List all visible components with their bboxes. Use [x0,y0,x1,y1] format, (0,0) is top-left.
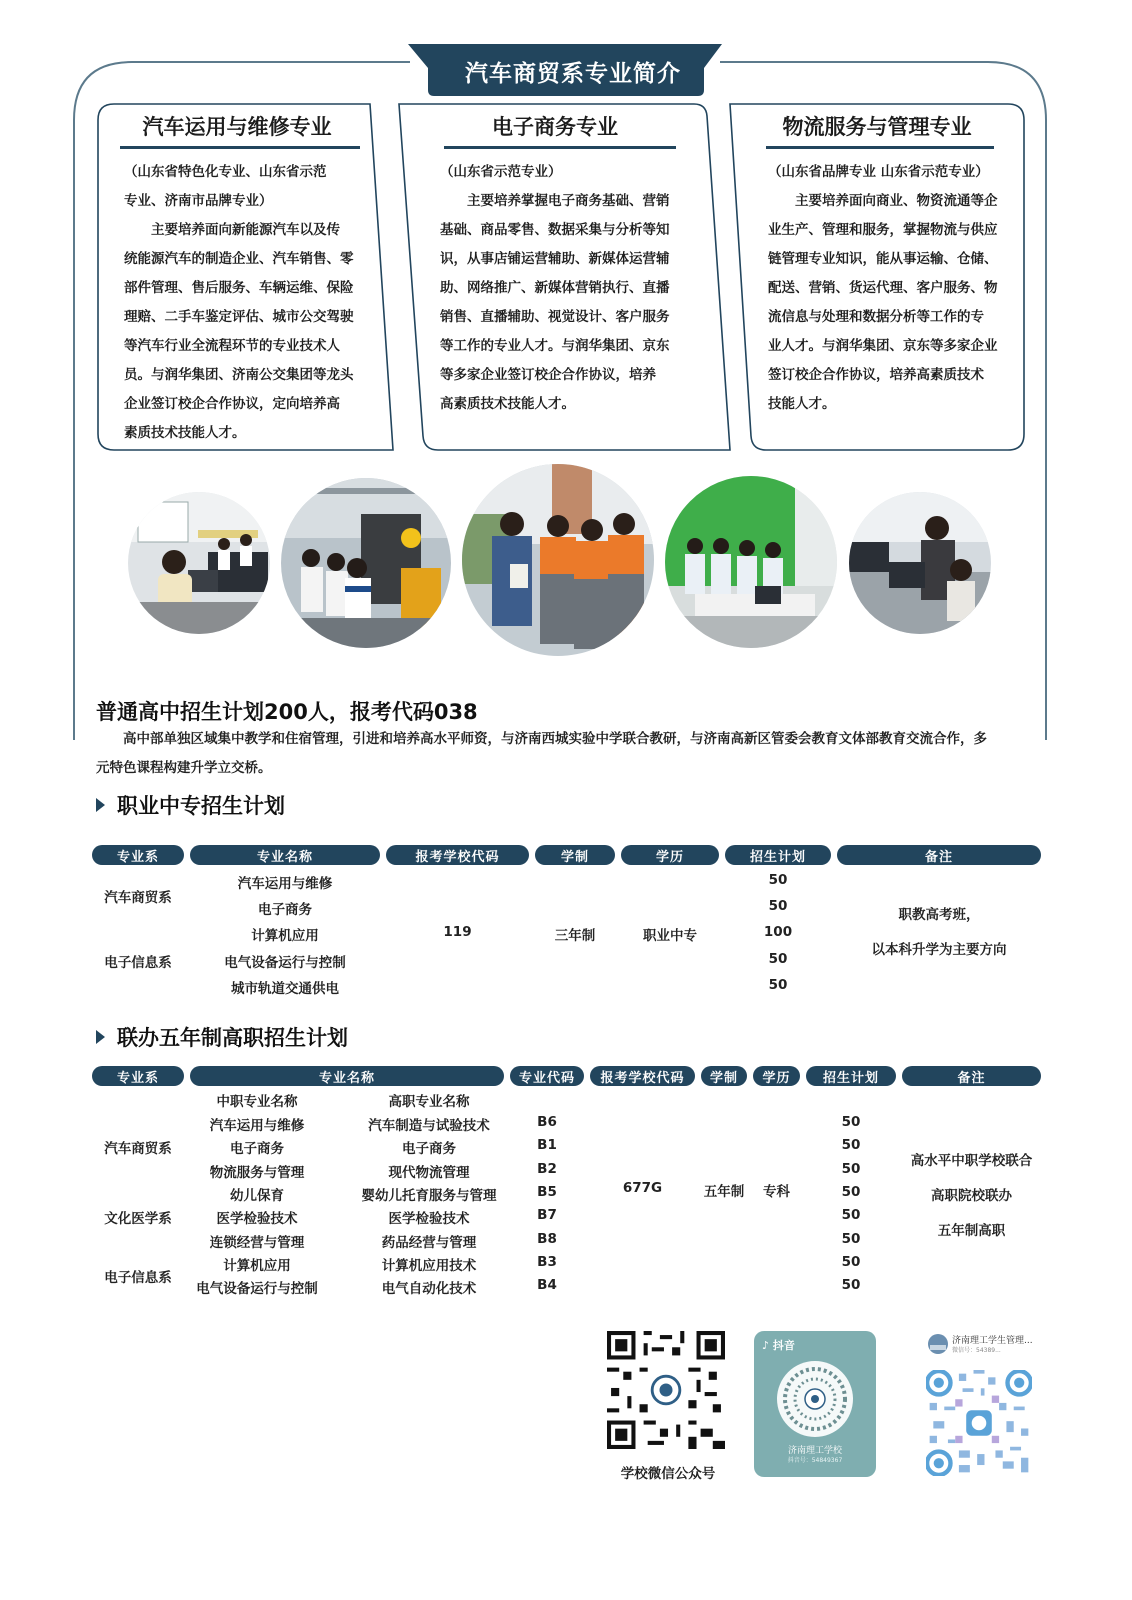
degree-cell: 专科 [763,1184,790,1200]
major-cell: 电子商务 [258,902,312,918]
major-text-line: 素质技术技能人才。 [124,425,246,441]
major-title-underline [766,146,994,149]
plan-cell: 50 [841,1231,861,1247]
header-department: 专业系 [92,1066,184,1086]
major-text-line: 等工作的专业人才。与润华集团、京东 [440,338,670,354]
plan-cell: 100 [763,924,793,940]
major-text-line: （山东省示范专业） [440,164,562,180]
major-code-cell: B1 [537,1137,557,1153]
mid-major-cell: 物流服务与管理 [209,1165,305,1181]
major-text-line: 主要培养面向新能源汽车以及传 [151,222,340,238]
major-title-logistics: 物流服务与管理专业 [782,115,972,139]
major-cell: 计算机应用 [251,928,319,944]
major-text-line: 流信息与处理和数据分析等工作的专 [768,309,984,325]
plan-cell: 50 [841,1114,861,1130]
mid-major-cell: 连锁经营与管理 [209,1235,305,1251]
major-text-line: 业人才。与润华集团、京东等多家企业 [768,338,998,354]
mid-major-cell: 电子商务 [230,1141,284,1157]
header-school-code: 报考学校代码 [386,845,529,865]
wechat-card-qr-code[interactable] [926,1370,1032,1476]
major-text-line: 主要培养掌握电子商务基础、营销 [467,193,670,209]
duration-cell: 五年制 [703,1184,745,1200]
header-duration: 学制 [535,845,615,865]
major-body-logistics [768,158,1018,419]
plan-desc-line: 元特色课程构建升学立交桥。 [96,760,272,776]
major-text-line: 统能源汽车的制造企业、汽车销售、零 [124,251,354,267]
dept-cell: 汽车商贸系 [104,1141,172,1157]
major-text-line: 高素质技术技能人才。 [440,396,575,412]
header-major-code: 专业代码 [510,1066,584,1086]
major-text-line: 助、网络推广、新媒体营销执行、直播 [440,280,670,296]
plan-cell: 50 [841,1184,861,1200]
douyin-label-text: 抖音 [772,1339,795,1352]
high-major-cell: 药品经营与管理 [381,1235,477,1251]
degree-cell: 职业中专 [643,928,697,944]
major-cell: 电气设备运行与控制 [224,955,346,971]
note-cell: 以本科升学为主要方向 [871,942,1007,958]
wechat-qr-caption: 学校微信公众号 [620,1466,716,1482]
header-note: 备注 [837,845,1041,865]
header-school-code: 报考学校代码 [590,1066,695,1086]
mid-major-cell: 汽车运用与维修 [209,1118,305,1134]
header-plan: 招生计划 [725,845,831,865]
dept-cell: 文化医学系 [104,1211,172,1227]
dept-cell: 汽车商贸系 [104,890,172,906]
dept-cell: 电子信息系 [104,955,172,971]
major-title-auto-repair: 汽车运用与维修专业 [142,115,332,139]
douyin-label [762,1337,795,1353]
major-code-cell: B5 [537,1184,557,1200]
major-cell: 城市轨道交通供电 [231,981,339,997]
major-code-cell: B6 [537,1114,557,1130]
section-title-banner: 汽车商贸系专业简介 [465,60,681,87]
major-text-line: 签订校企合作协议，培养高素质技术 [768,367,984,383]
douyin-account-id: 抖音号：54849367 [787,1457,843,1464]
douyin-qr-card[interactable] [754,1331,876,1477]
high-major-cell: 电子商务 [402,1141,456,1157]
duration-cell: 三年制 [554,928,596,944]
major-text-line: 基础、商品零售、数据采集与分析等知 [440,222,670,238]
sub-header-mid: 中职专业名称 [216,1094,298,1110]
sub-header-high: 高职专业名称 [388,1094,470,1110]
major-body-auto-repair [124,158,374,448]
plan-cell: 50 [768,951,788,967]
vocational-section-title [96,790,285,820]
douyin-icon: ♪ [762,1339,770,1352]
triangle-bullet-icon [96,1030,105,1044]
plan-cell: 50 [841,1207,861,1223]
wx-avatar-icon [928,1334,948,1354]
high-school-plan-desc [96,725,1041,783]
major-text-line: （山东省品牌专业 山东省示范专业） [768,164,989,180]
major-text-line: 业生产、管理和服务，掌握物流与供应 [768,222,998,238]
major-text-line: 企业签订校企合作协议，定向培养高 [124,396,340,412]
major-text-line: 技能人才。 [768,396,836,412]
plan-cell: 50 [841,1137,861,1153]
major-text-line: 专业、济南市品牌专业） [124,193,273,209]
wechat-qr-code[interactable] [607,1331,725,1449]
major-text-line: 链管理专业知识，能从事运输、仓储、 [768,251,998,267]
plan-cell: 50 [768,977,788,993]
header-department: 专业系 [92,845,184,865]
forklift-training-photo [281,478,451,648]
mid-major-cell: 医学检验技术 [216,1211,298,1227]
high-major-cell: 婴幼儿托育服务与管理 [361,1188,497,1204]
high-major-cell: 计算机应用技术 [381,1258,477,1274]
major-text-line: 部件管理、售后服务、车辆运维、保险 [124,280,354,296]
plan-desc-line: 高中部单独区域集中教学和住宿管理，引进和培养高水平师资，与济南西城实验中学联合教研，与济南高新区管委会教育文体部教育交流合作，多 [123,731,987,747]
major-body-ecommerce [440,158,690,419]
major-title-underline [444,146,676,149]
header-plan: 招生计划 [806,1066,896,1086]
school-code-cell: 677G [622,1180,663,1196]
douyin-qr-code[interactable] [775,1359,855,1439]
major-text-line: 主要培养面向商业、物资流通等企 [795,193,998,209]
dept-cell: 电子信息系 [104,1270,172,1286]
major-code-cell: B7 [537,1207,557,1223]
header-major-name: 专业名称 [190,845,380,865]
note-cell: 高水平中职学校联合 [910,1153,1033,1169]
major-text-line: 理赔、二手车鉴定评估、城市公交驾驶 [124,309,354,325]
note-cell: 五年制高职 [937,1223,1006,1239]
teacher-computer-class-photo [849,492,991,634]
five-year-section-title [96,1022,348,1052]
section-title-text: 联办五年制高职招生计划 [117,1026,348,1050]
header-duration: 学制 [701,1066,747,1086]
major-code-cell: B3 [537,1254,557,1270]
note-cell: 职教高考班， [898,907,980,923]
major-cell: 汽车运用与维修 [237,876,333,892]
major-code-cell: B4 [537,1277,557,1293]
high-school-plan-heading: 普通高中招生计划200人，报考代码038 [96,700,478,724]
header-note: 备注 [902,1066,1041,1086]
mid-major-cell: 幼儿保育 [230,1188,284,1204]
wx-card-subtitle: 微信号：54389... [952,1347,1001,1354]
major-code-cell: B2 [537,1161,557,1177]
mid-major-cell: 电气设备运行与控制 [196,1281,318,1297]
major-text-line: 识，从事店铺运营辅助、新媒体运营辅 [440,251,670,267]
major-title-ecommerce: 电子商务专业 [492,115,618,139]
computer-lab-photo [128,492,270,634]
plan-cell: 50 [768,872,788,888]
plan-cell: 50 [841,1254,861,1270]
plan-cell: 50 [841,1277,861,1293]
major-text-line: 员。与润华集团、济南公交集团等龙头 [124,367,354,383]
major-text-line: 等多家企业签订校企合作协议，培养 [440,367,656,383]
header-degree: 学历 [753,1066,800,1086]
header-major-name: 专业名称 [190,1066,504,1086]
wx-card-title: 济南理工学生管理... [952,1336,1033,1346]
major-title-underline [120,146,360,149]
major-text-line: 销售、直播辅助、视觉设计、客户服务 [440,309,670,325]
mid-major-cell: 计算机应用 [223,1258,291,1274]
workshop-students-photo [462,464,654,656]
major-text-line: 等汽车行业全流程环节的专业技术人 [124,338,340,354]
plan-cell: 50 [841,1161,861,1177]
header-degree: 学历 [621,845,719,865]
plan-cell: 50 [768,898,788,914]
green-screen-studio-photo [665,476,837,648]
high-major-cell: 医学检验技术 [388,1211,470,1227]
major-text-line: （山东省特色化专业、山东省示范 [124,164,327,180]
high-major-cell: 汽车制造与试验技术 [368,1118,490,1134]
douyin-account-name: 济南理工学校 [787,1446,842,1456]
school-code-cell: 119 [443,924,472,940]
major-code-cell: B8 [537,1231,557,1247]
major-text-line: 配送、营销、货运代理、客户服务、物 [768,280,998,296]
triangle-bullet-icon [96,798,105,812]
high-major-cell: 现代物流管理 [388,1165,470,1181]
high-major-cell: 电气自动化技术 [381,1281,477,1297]
section-title-text: 职业中专招生计划 [117,794,285,818]
note-cell: 高职院校联办 [931,1188,1012,1204]
